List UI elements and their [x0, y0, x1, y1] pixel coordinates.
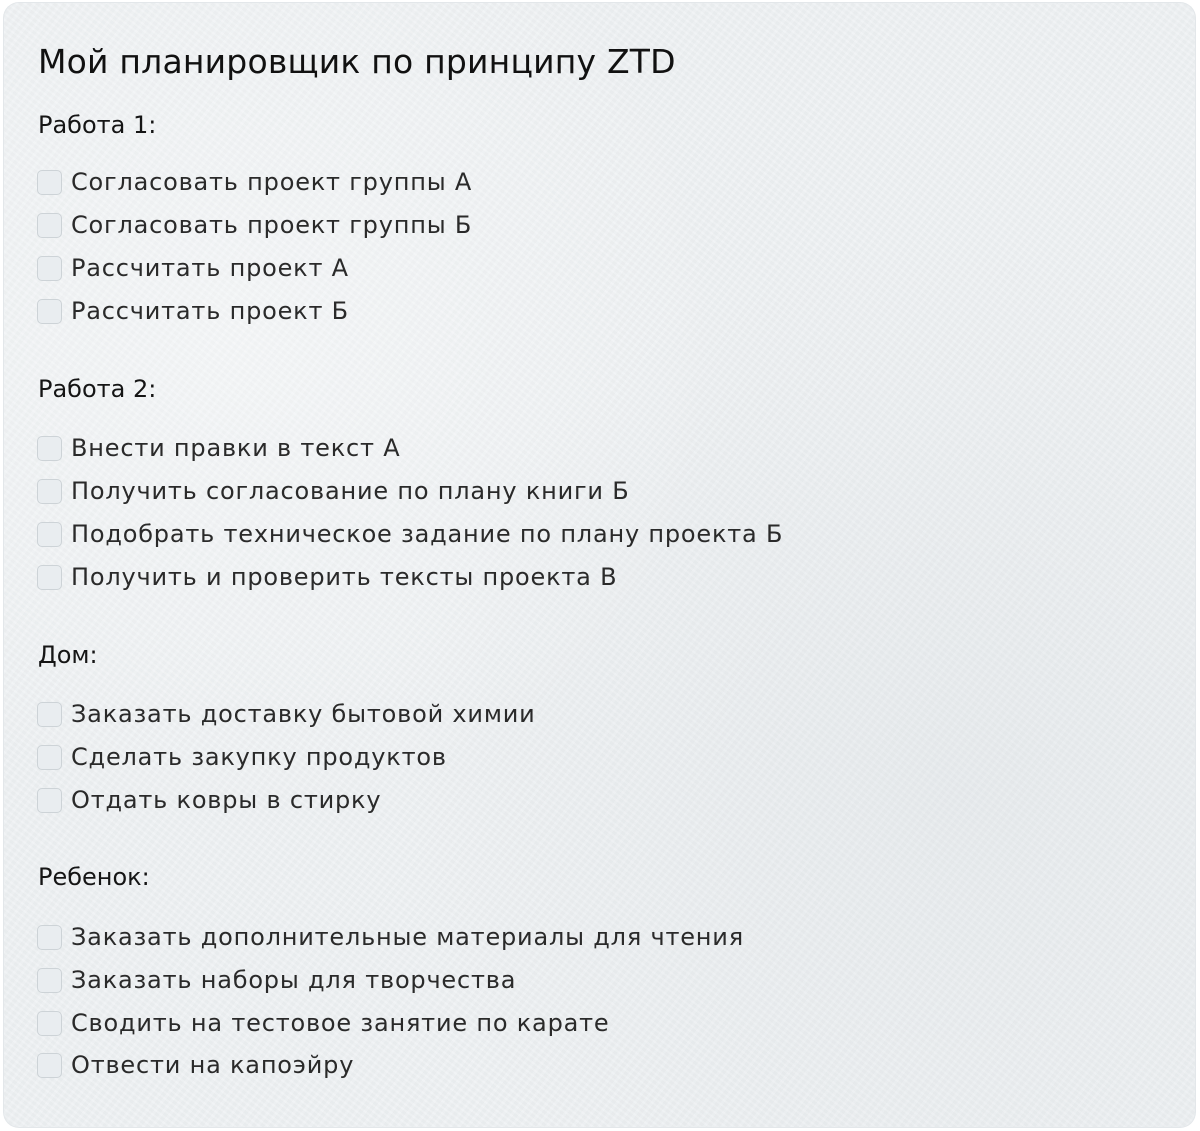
task-checkbox[interactable]	[37, 702, 62, 727]
task-item[interactable]	[37, 167, 472, 197]
task-item[interactable]	[37, 433, 400, 463]
task-checkbox[interactable]	[37, 170, 62, 195]
section-heading-work-1: Работа 1:	[38, 111, 157, 139]
task-checkbox[interactable]	[37, 925, 62, 950]
task-item[interactable]	[37, 519, 783, 549]
task-label: Подобрать техническое задание по плану проекта Б	[71, 520, 784, 548]
task-checkbox[interactable]	[37, 745, 62, 770]
task-label: Внести правки в текст А	[71, 434, 401, 462]
task-item[interactable]	[37, 476, 630, 506]
task-label: Заказать дополнительные материалы для чтения	[71, 923, 744, 951]
task-label: Согласовать проект группы Б	[71, 211, 473, 239]
task-label: Получить и проверить тексты проекта В	[71, 563, 618, 591]
task-checkbox[interactable]	[37, 788, 62, 813]
task-label: Заказать доставку бытовой химии	[71, 700, 536, 728]
task-label: Согласовать проект группы А	[71, 168, 473, 196]
planner-card	[3, 2, 1196, 1128]
section-heading-child: Ребенок:	[38, 863, 150, 891]
task-checkbox[interactable]	[37, 299, 62, 324]
task-item[interactable]	[37, 296, 349, 326]
task-label: Заказать наборы для творчества	[71, 966, 517, 994]
task-item[interactable]	[37, 742, 447, 772]
task-label: Рассчитать проект А	[71, 254, 349, 282]
section-heading-work-2: Работа 2:	[38, 375, 157, 403]
task-item[interactable]	[37, 210, 472, 240]
task-item[interactable]	[37, 699, 536, 729]
task-label: Рассчитать проект Б	[71, 297, 349, 325]
task-checkbox[interactable]	[37, 479, 62, 504]
task-item[interactable]	[37, 785, 381, 815]
task-checkbox[interactable]	[37, 565, 62, 590]
task-item[interactable]	[37, 965, 516, 995]
task-checkbox[interactable]	[37, 1011, 62, 1036]
task-checkbox[interactable]	[37, 256, 62, 281]
task-checkbox[interactable]	[37, 436, 62, 461]
task-item[interactable]	[37, 562, 617, 592]
task-checkbox[interactable]	[37, 522, 62, 547]
task-item[interactable]	[37, 922, 744, 952]
section-heading-home: Дом:	[38, 641, 98, 669]
task-label: Сделать закупку продуктов	[71, 743, 447, 771]
task-label: Отдать ковры в стирку	[71, 786, 382, 814]
task-item[interactable]	[37, 1008, 609, 1038]
task-checkbox[interactable]	[37, 968, 62, 993]
task-label: Получить согласование по плану книги Б	[71, 477, 630, 505]
task-item[interactable]	[37, 253, 349, 283]
task-item[interactable]	[37, 1050, 354, 1080]
page-title: Мой планировщик по принципу ZTD	[38, 42, 676, 81]
task-label: Отвести на капоэйру	[71, 1051, 355, 1079]
task-checkbox[interactable]	[37, 213, 62, 238]
task-label: Сводить на тестовое занятие по карате	[71, 1009, 610, 1037]
task-checkbox[interactable]	[37, 1053, 62, 1078]
